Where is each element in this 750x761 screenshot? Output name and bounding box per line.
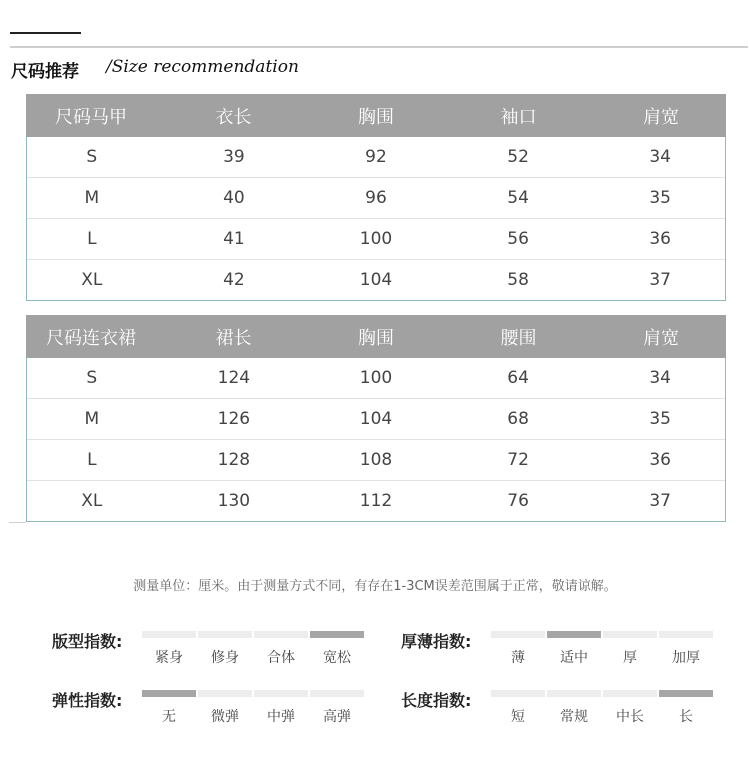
- scale-option: [254, 690, 308, 726]
- table-cell: 34: [649, 368, 671, 388]
- scale-bar: [254, 631, 308, 638]
- header-accent-line: [10, 32, 81, 34]
- table-cell: 112: [359, 491, 393, 511]
- scale-option-label: 中长: [616, 709, 644, 725]
- scale-option-label: 适中: [560, 650, 588, 666]
- table-row: [27, 358, 725, 399]
- table-cell: 39: [223, 147, 245, 167]
- header-cell: 衣长: [215, 106, 252, 128]
- scale-bar: [310, 690, 364, 697]
- table-cell: 126: [217, 409, 251, 429]
- table-cell: 35: [649, 188, 671, 208]
- table-cell: XL: [81, 270, 103, 290]
- table-cell: 58: [507, 270, 529, 290]
- thickness-index-scale: [491, 631, 715, 667]
- table-cell: 41: [223, 229, 245, 249]
- table-cell: 42: [223, 270, 245, 290]
- table-cell: M: [84, 409, 100, 429]
- header-cell: 袖口: [500, 106, 537, 128]
- header-cell: 胸围: [358, 327, 394, 349]
- scale-option: [547, 690, 601, 726]
- table-cell: 76: [507, 491, 529, 511]
- fit-index-scale: [142, 631, 366, 667]
- table-cell: M: [84, 188, 100, 208]
- table-cell: 100: [359, 229, 393, 249]
- table-cell: 130: [217, 491, 251, 511]
- header-cell: 胸围: [358, 106, 394, 128]
- fit-index-label: 版型指数:: [52, 632, 123, 651]
- scale-option-label: 常规: [560, 709, 588, 725]
- table-cell: 35: [649, 409, 671, 429]
- table-row: [27, 260, 725, 300]
- scale-bar: [603, 631, 657, 638]
- length-index-scale: [491, 690, 715, 726]
- table-cell: 96: [365, 188, 387, 208]
- scale-bar: [198, 690, 252, 697]
- scale-option-label: 加厚: [672, 650, 700, 666]
- scale-option-label: 薄: [511, 650, 525, 666]
- header-divider: [10, 46, 748, 48]
- table-cell: 92: [365, 147, 387, 167]
- scale-option-label: 合体: [267, 650, 295, 666]
- table-cell: 37: [649, 270, 671, 290]
- scale-option-label: 中弹: [267, 709, 295, 725]
- scale-option-label: 紧身: [155, 650, 183, 666]
- table-header: [26, 315, 726, 358]
- elasticity-index-label: 弹性指数:: [52, 691, 123, 710]
- table-row: [27, 219, 725, 260]
- table-cell: S: [86, 368, 98, 388]
- table-cell: 34: [649, 147, 671, 167]
- length-index-label: 长度指数:: [401, 691, 472, 710]
- scale-option: [603, 631, 657, 667]
- scale-bar: [659, 690, 713, 697]
- table-cell: XL: [81, 491, 103, 511]
- table-row: [27, 137, 725, 178]
- table-header: [26, 94, 726, 137]
- table-row: [27, 440, 725, 481]
- table-cell: L: [87, 450, 97, 470]
- scale-option: [310, 631, 364, 667]
- scale-option: [603, 690, 657, 726]
- scale-bar: [254, 690, 308, 697]
- table-cell: 52: [507, 147, 529, 167]
- table-cell: 36: [649, 229, 671, 249]
- scale-bar: [547, 631, 601, 638]
- scale-option-label: 厚: [623, 650, 637, 666]
- scale-option-label: 短: [511, 709, 525, 725]
- scale-option-label: 无: [162, 709, 176, 725]
- table-cell: 72: [507, 450, 529, 470]
- table-cell: 56: [507, 229, 529, 249]
- measurement-note: 测量单位：厘米。由于测量方式不同，有存在1-3CM误差范围属于正常，敬请谅解。: [133, 579, 617, 594]
- table-cell: L: [87, 229, 97, 249]
- table-row: [27, 178, 725, 219]
- scale-option: [659, 631, 713, 667]
- scale-bar: [547, 690, 601, 697]
- vest-size-table: [26, 94, 726, 301]
- elasticity-index-scale: [142, 690, 366, 726]
- scale-bar: [603, 690, 657, 697]
- table-cell: 64: [507, 368, 529, 388]
- section-title: 尺码推荐: [11, 62, 79, 82]
- table-cell: 36: [649, 450, 671, 470]
- scale-bar: [142, 690, 196, 697]
- scale-option-label: 宽松: [323, 650, 351, 666]
- thickness-index-label: 厚薄指数:: [401, 632, 472, 651]
- section-subtitle: /Size recommendation: [106, 57, 299, 77]
- scale-bar: [491, 690, 545, 697]
- scale-option-label: 微弹: [211, 709, 239, 725]
- table-cell: 68: [507, 409, 529, 429]
- table-row: [27, 399, 725, 440]
- scale-option: [659, 690, 713, 726]
- header-cell: 尺码马甲: [55, 106, 127, 128]
- table-cell: 108: [359, 450, 393, 470]
- table-cell: 100: [359, 368, 393, 388]
- scale-option-label: 修身: [211, 650, 239, 666]
- scale-option-label: 高弹: [323, 709, 351, 725]
- header-cell: 尺码连衣裙: [46, 327, 136, 349]
- header-cell: 肩宽: [643, 106, 679, 128]
- scale-option: [198, 631, 252, 667]
- scale-option: [142, 690, 196, 726]
- scale-option: [254, 631, 308, 667]
- table-row: [27, 481, 725, 521]
- scale-option: [491, 690, 545, 726]
- table-cell: 54: [507, 188, 529, 208]
- scale-option: [547, 631, 601, 667]
- table-cell: 124: [217, 368, 251, 388]
- table-cell: 104: [359, 270, 393, 290]
- scale-option: [198, 690, 252, 726]
- table-cell: 37: [649, 491, 671, 511]
- header-cell: 腰围: [500, 327, 537, 349]
- table-cell: 128: [217, 450, 251, 470]
- scale-bar: [491, 631, 545, 638]
- header-cell: 裙长: [215, 327, 252, 349]
- table-cell: 104: [359, 409, 393, 429]
- scale-bar: [198, 631, 252, 638]
- scale-bar: [659, 631, 713, 638]
- divider-mark: [9, 522, 26, 523]
- scale-option: [310, 690, 364, 726]
- header-cell: 肩宽: [643, 327, 679, 349]
- table-cell: 40: [223, 188, 245, 208]
- scale-bar: [310, 631, 364, 638]
- scale-bar: [142, 631, 196, 638]
- table-cell: S: [86, 147, 98, 167]
- scale-option-label: 长: [679, 709, 693, 725]
- dress-size-table: [26, 315, 726, 522]
- scale-option: [142, 631, 196, 667]
- scale-option: [491, 631, 545, 667]
